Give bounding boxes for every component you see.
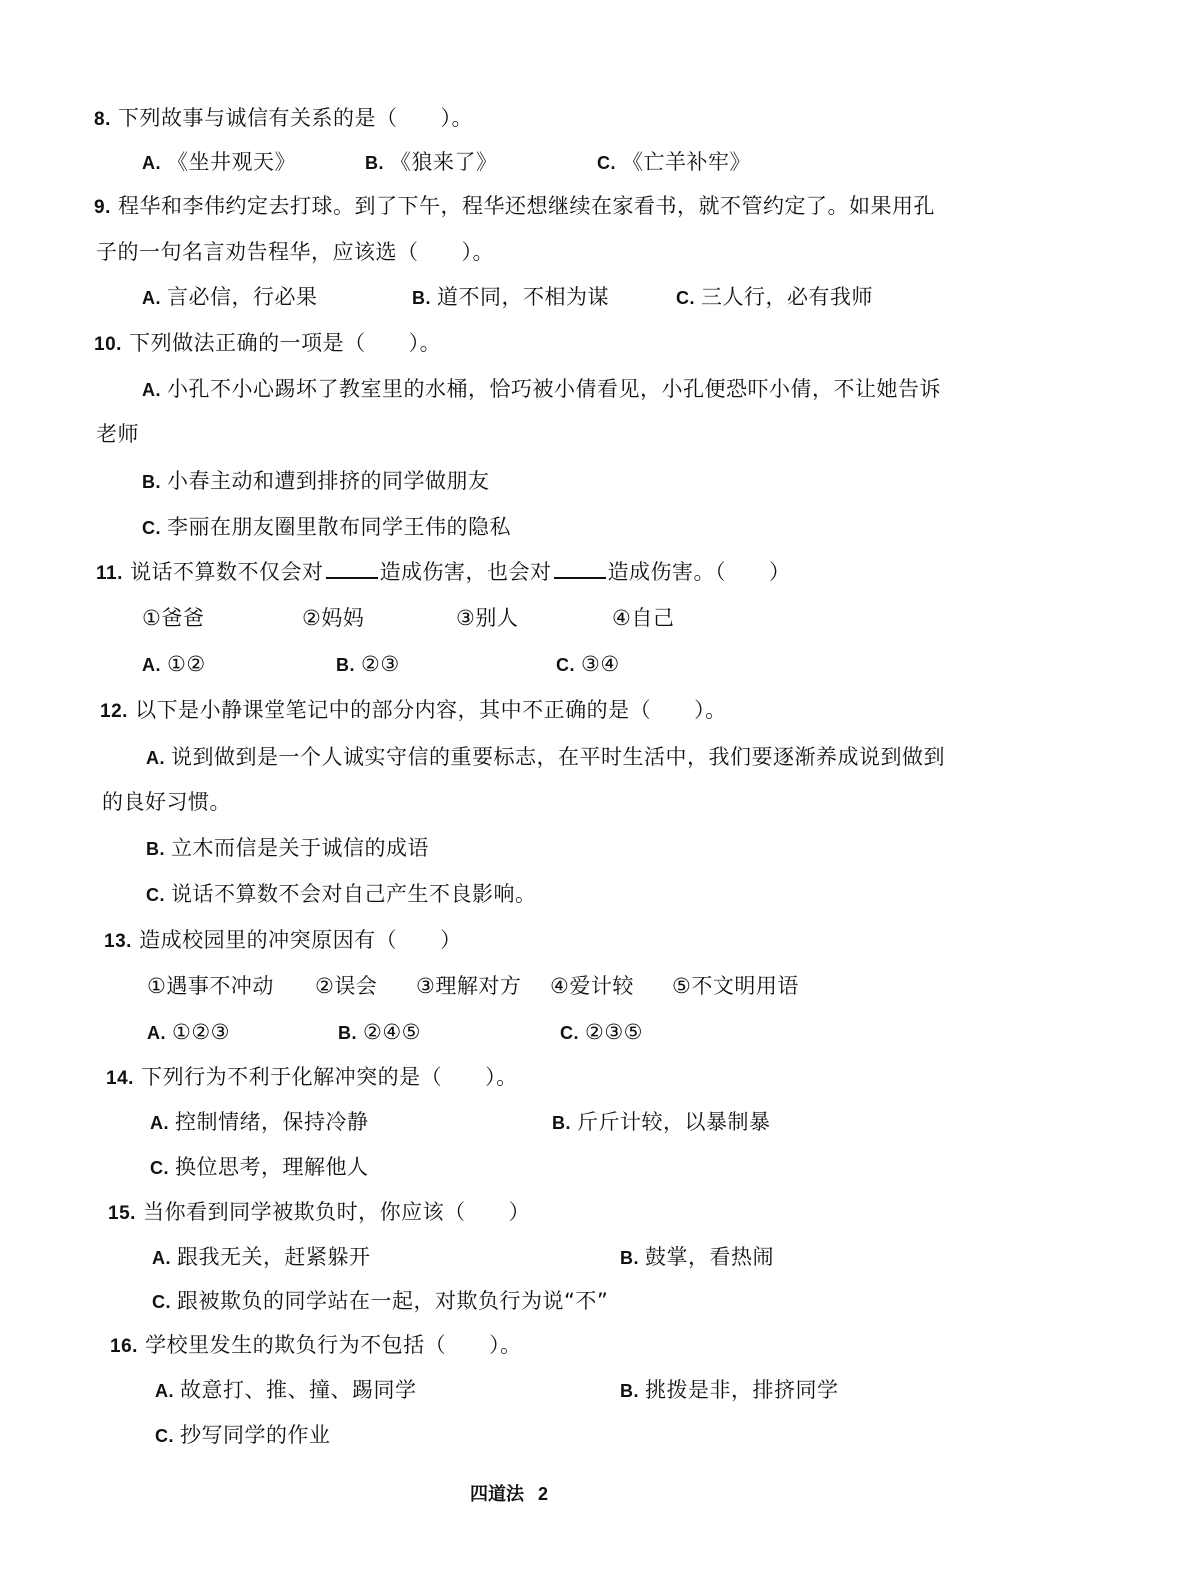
- option-text: 说到做到是一个人诚实守信的重要标志，在平时生活中，我们要逐渐养成说到做到: [171, 745, 945, 769]
- option-label: C.: [142, 518, 161, 538]
- question-13: [104, 925, 462, 957]
- option-b[interactable]: [338, 1017, 421, 1048]
- option-text: 跟我无关，赶紧躲开: [177, 1245, 371, 1269]
- choice-item: ①爸爸: [142, 606, 205, 630]
- option-label: C.: [676, 288, 695, 308]
- option-label: A.: [142, 380, 161, 400]
- question-number: 13.: [104, 931, 132, 952]
- option-label: A.: [146, 748, 165, 768]
- option-a[interactable]: [152, 1242, 371, 1273]
- question-11: [96, 557, 791, 589]
- option-text: 小孔不小心踢坏了教室里的水桶，恰巧被小倩看见，小孔便恐吓小倩，不让她告诉: [167, 377, 941, 401]
- option-c[interactable]: [155, 1420, 331, 1451]
- choice-item: ③理解对方: [416, 974, 522, 998]
- option-a[interactable]: [142, 282, 318, 313]
- option-c[interactable]: [676, 282, 873, 313]
- question-number: 9.: [94, 197, 111, 218]
- footer-subject: 四道法: [470, 1484, 524, 1505]
- choice-item: ④爱计较: [550, 974, 634, 998]
- option-label: A.: [142, 655, 161, 675]
- fill-blank[interactable]: [554, 557, 606, 579]
- option-text: ②③: [361, 652, 400, 676]
- question-number: 15.: [108, 1203, 136, 1224]
- option-label: B.: [146, 839, 165, 859]
- fill-blank[interactable]: [326, 557, 378, 579]
- option-text: 抄写同学的作业: [180, 1423, 331, 1447]
- option-label: B.: [142, 472, 161, 492]
- option-a[interactable]: [142, 147, 296, 178]
- option-text: 挑拨是非，排挤同学: [645, 1378, 839, 1402]
- option-label: A.: [155, 1381, 174, 1401]
- option-label: C.: [150, 1158, 169, 1178]
- page-number: 2: [538, 1484, 549, 1504]
- option-a[interactable]: [142, 374, 941, 405]
- question-10: [94, 328, 441, 360]
- option-text: 跟被欺负的同学站在一起，对欺负行为说“不”: [177, 1289, 609, 1313]
- question-9: [94, 191, 935, 223]
- question-stem: 以下是小静课堂笔记中的部分内容，其中不正确的是（ ）。: [135, 698, 727, 722]
- choice-item: ③别人: [456, 606, 519, 630]
- option-label: C.: [146, 885, 165, 905]
- choice-item: ②妈妈: [302, 606, 365, 630]
- option-label: B.: [412, 288, 431, 308]
- option-label: A.: [152, 1248, 171, 1268]
- question-stem: 下列行为不利于化解冲突的是（ ）。: [141, 1065, 518, 1089]
- option-label: C.: [155, 1426, 174, 1446]
- option-text: ③④: [581, 652, 620, 676]
- page-footer: [470, 1480, 548, 1506]
- question-stem: 下列做法正确的一项是（ ）。: [129, 331, 442, 355]
- option-a-cont: 的良好习惯。: [102, 790, 231, 814]
- choice-item: ①遇事不冲动: [147, 974, 274, 998]
- option-a[interactable]: [147, 1017, 230, 1048]
- option-text: 说话不算数不会对自己产生不良影响。: [171, 882, 537, 906]
- option-label: A.: [142, 288, 161, 308]
- option-c[interactable]: [152, 1286, 608, 1317]
- option-b[interactable]: [620, 1242, 774, 1273]
- question-stem: 造成伤害，也会对: [379, 560, 552, 584]
- option-b[interactable]: [412, 282, 609, 313]
- option-a-cont: 老师: [96, 422, 139, 446]
- choice-item: ④自己: [612, 606, 675, 630]
- option-c[interactable]: [142, 512, 511, 543]
- option-c[interactable]: [150, 1152, 369, 1183]
- option-text: 控制情绪，保持冷静: [175, 1110, 369, 1134]
- option-text: ①②: [167, 652, 206, 676]
- option-label: A.: [147, 1023, 166, 1043]
- option-text: ②③⑤: [585, 1020, 643, 1044]
- question-stem: 下列故事与诚信有关系的是（ ）。: [118, 106, 474, 130]
- choice-item: ⑤不文明用语: [672, 974, 799, 998]
- option-text: ②④⑤: [363, 1020, 421, 1044]
- option-label: C.: [152, 1292, 171, 1312]
- question-stem: 程华和李伟约定去打球。到了下午，程华还想继续在家看书，就不管约定了。如果用孔: [118, 194, 936, 218]
- option-text: 《狼来了》: [390, 150, 498, 174]
- question-number: 14.: [106, 1068, 134, 1089]
- option-label: A.: [142, 153, 161, 173]
- question-stem: 当你看到同学被欺负时，你应该（ ）: [143, 1200, 531, 1224]
- option-c[interactable]: [556, 649, 620, 680]
- option-label: A.: [150, 1113, 169, 1133]
- option-c[interactable]: [560, 1017, 643, 1048]
- question-stem: 造成校园里的冲突原因有（ ）: [139, 928, 462, 952]
- option-label: C.: [556, 655, 575, 675]
- option-a[interactable]: [150, 1107, 369, 1138]
- option-label: B.: [336, 655, 355, 675]
- option-text: 言必信，行必果: [167, 285, 318, 309]
- option-label: B.: [620, 1248, 639, 1268]
- option-c[interactable]: [146, 879, 537, 910]
- option-text: 故意打、推、撞、踢同学: [180, 1378, 417, 1402]
- question-number: 8.: [94, 109, 111, 130]
- question-15: [108, 1197, 530, 1229]
- option-a[interactable]: [142, 649, 206, 680]
- question-12: [100, 695, 727, 727]
- question-stem: 说话不算数不仅会对: [130, 560, 324, 584]
- option-label: B.: [338, 1023, 357, 1043]
- question-9-stem-cont: 子的一句名言劝告程华，应该选（ ）。: [96, 240, 494, 264]
- option-a[interactable]: [146, 742, 945, 773]
- question-number: 11.: [96, 563, 123, 584]
- question-8: [94, 103, 473, 135]
- option-label: C.: [560, 1023, 579, 1043]
- choice-item: ②误会: [315, 974, 378, 998]
- option-b[interactable]: [336, 649, 400, 680]
- option-b[interactable]: [620, 1375, 839, 1406]
- option-c[interactable]: [597, 147, 751, 178]
- option-text: 《亡羊补牢》: [622, 150, 751, 174]
- option-text: 小春主动和遭到排挤的同学做朋友: [167, 469, 490, 493]
- question-number: 10.: [94, 334, 122, 355]
- option-text: 鼓掌，看热闹: [645, 1245, 774, 1269]
- option-b[interactable]: [142, 466, 490, 497]
- option-b[interactable]: [146, 833, 429, 864]
- option-label: B.: [552, 1113, 571, 1133]
- option-b[interactable]: [365, 147, 498, 178]
- option-text: 《坐井观天》: [167, 150, 296, 174]
- option-text: 李丽在朋友圈里散布同学王伟的隐私: [167, 515, 511, 539]
- question-stem: 学校里发生的欺负行为不包括（ ）。: [145, 1333, 522, 1357]
- option-text: 换位思考，理解他人: [175, 1155, 369, 1179]
- option-a[interactable]: [155, 1375, 417, 1406]
- option-b[interactable]: [552, 1107, 771, 1138]
- option-label: B.: [620, 1381, 639, 1401]
- option-label: B.: [365, 153, 384, 173]
- option-text: ①②③: [172, 1020, 230, 1044]
- option-text: 立木而信是关于诚信的成语: [171, 836, 429, 860]
- question-16: [110, 1330, 522, 1362]
- question-number: 16.: [110, 1336, 138, 1357]
- option-label: C.: [597, 153, 616, 173]
- question-number: 12.: [100, 701, 128, 722]
- option-text: 道不同，不相为谋: [437, 285, 609, 309]
- question-14: [106, 1062, 518, 1094]
- option-text: 三人行，必有我师: [701, 285, 873, 309]
- option-text: 斤斤计较，以暴制暴: [577, 1110, 771, 1134]
- question-stem: 造成伤害。（ ）: [607, 560, 791, 584]
